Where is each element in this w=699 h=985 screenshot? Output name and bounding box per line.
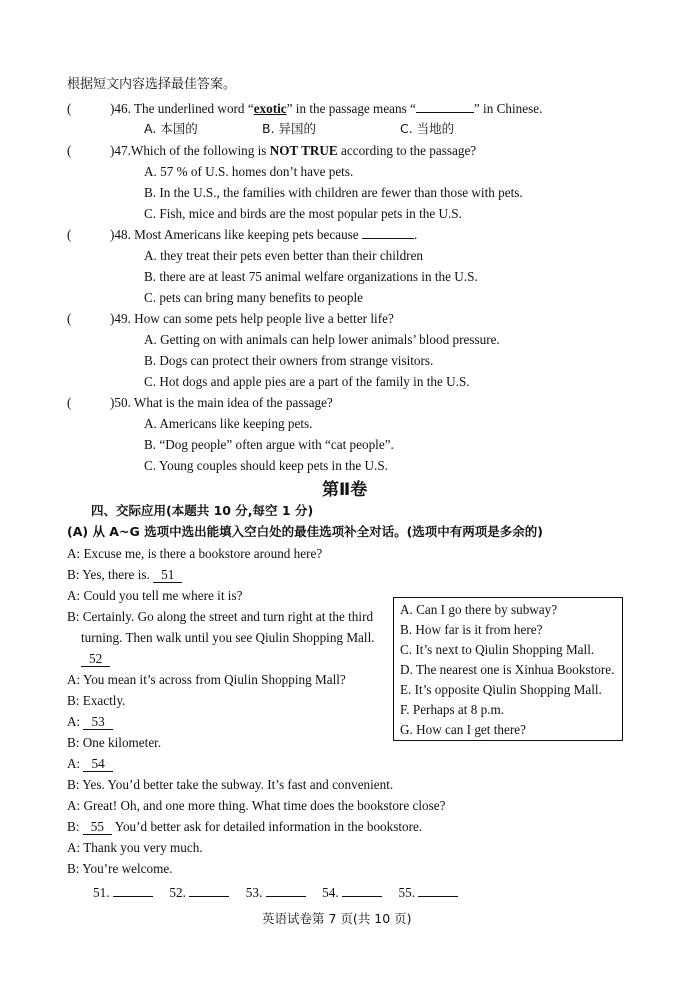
question-50: )50. What is the main idea of the passage? xyxy=(110,395,333,410)
question-50-option-b: B. “Dog people” often argue with “cat people”. xyxy=(144,437,394,452)
dialogue-line-8: B: One kilometer. xyxy=(67,735,162,750)
box-option-c: C. It’s next to Qiulin Shopping Mall. xyxy=(400,642,595,657)
answer-field-51[interactable] xyxy=(113,896,153,897)
dialogue-line-14: B: You’re welcome. xyxy=(67,861,173,876)
dialogue-line-9: A: 54 xyxy=(67,756,113,772)
question-49: )49. How can some pets help people live a better life? xyxy=(110,311,394,326)
question-46-option-c: C. 当地的 xyxy=(400,121,455,136)
blank-53[interactable]: 53 xyxy=(83,714,112,730)
dialogue-line-7: A: 53 xyxy=(67,714,113,730)
answer-paren-46[interactable]: ( xyxy=(67,101,72,116)
answer-blank-46[interactable] xyxy=(416,112,474,113)
section-title: 四、交际应用(本题共 10 分,每空 1 分) xyxy=(91,503,314,518)
underlined-word: exotic xyxy=(253,101,287,116)
options-box xyxy=(393,597,623,741)
answer-field-55[interactable] xyxy=(418,896,458,897)
answer-blank-48[interactable] xyxy=(362,238,414,239)
question-47: )47.Which of the following is NOT TRUE according to the passage? xyxy=(110,143,477,158)
instruction: 根据短文内容选择最佳答案。 xyxy=(67,77,237,92)
page-footer: 英语试卷第 7 页(共 10 页) xyxy=(262,911,412,926)
box-option-d: D. The nearest one is Xinhua Bookstore. xyxy=(400,662,615,677)
dialogue-line-4b: turning. Then walk until you see Qiulin Shopping Mall. xyxy=(81,630,375,645)
section-a-instruction: (A) 从 A~G 选项中选出能填入空白处的最佳选项补全对话。(选项中有两项是多余的) xyxy=(67,524,543,539)
question-46-option-b: B. 异国的 xyxy=(262,121,317,136)
question-46: )46. The underlined word “exotic” in the passage means “ ” in Chinese. xyxy=(110,101,543,116)
question-47-option-c: C. Fish, mice and birds are the most popular pets in the U.S. xyxy=(144,206,462,221)
question-49-option-b: B. Dogs can protect their owners from strange visitors. xyxy=(144,353,434,368)
question-50-option-c: C. Young couples should keep pets in the U.S. xyxy=(144,458,388,473)
dialogue-line-4a: B: Certainly. Go along the street and turn right at the third xyxy=(67,609,374,624)
question-47-option-b: B. In the U.S., the families with children are fewer than those with pets. xyxy=(144,185,523,200)
blank-52[interactable]: 52 xyxy=(81,651,110,667)
answer-field-53[interactable] xyxy=(266,896,306,897)
blank-54[interactable]: 54 xyxy=(83,756,112,772)
answer-paren-50[interactable]: ( xyxy=(67,395,72,410)
dialogue-line-10: B: Yes. You’d better take the subway. It’s fast and convenient. xyxy=(67,777,394,792)
box-option-e: E. It’s opposite Qiulin Shopping Mall. xyxy=(400,682,602,697)
blank-51[interactable]: 51 xyxy=(153,567,182,583)
answer-field-52[interactable] xyxy=(189,896,229,897)
question-48-option-a: A. they treat their pets even better than their children xyxy=(144,248,424,263)
answer-paren-47[interactable]: ( xyxy=(67,143,72,158)
box-option-a: A. Can I go there by subway? xyxy=(400,602,558,617)
dialogue-line-4c xyxy=(81,651,110,667)
question-48-option-b: B. there are at least 75 animal welfare organizations in the U.S. xyxy=(144,269,478,284)
box-option-f: F. Perhaps at 8 p.m. xyxy=(400,702,505,717)
question-48-option-c: C. pets can bring many benefits to people xyxy=(144,290,364,305)
dialogue-line-11: A: Great! Oh, and one more thing. What time does the bookstore close? xyxy=(67,798,446,813)
dialogue-line-1: A: Excuse me, is there a bookstore around here? xyxy=(67,546,323,561)
answer-field-54[interactable] xyxy=(342,896,382,897)
dialogue-line-13: A: Thank you very much. xyxy=(67,840,203,855)
question-50-option-a: A. Americans like keeping pets. xyxy=(144,416,313,431)
question-48: )48. Most Americans like keeping pets because . xyxy=(110,227,418,242)
answer-label-52: 52. xyxy=(169,885,186,900)
blank-55[interactable]: 55 xyxy=(83,819,112,835)
answer-paren-49[interactable]: ( xyxy=(67,311,72,326)
answer-row xyxy=(93,885,458,901)
box-option-b: B. How far is it from here? xyxy=(400,622,543,637)
part-title: 第Ⅱ卷 xyxy=(322,480,368,500)
question-46-option-a: A. 本国的 xyxy=(144,121,198,136)
answer-label-55: 55. xyxy=(398,885,415,900)
emphasis-not-true: NOT TRUE xyxy=(269,143,338,158)
dialogue-line-3: A: Could you tell me where it is? xyxy=(67,588,243,603)
question-49-option-c: C. Hot dogs and apple pies are a part of the family in the U.S. xyxy=(144,374,470,389)
question-47-option-a: A. 57 % of U.S. homes don’t have pets. xyxy=(144,164,354,179)
answer-paren-48[interactable]: ( xyxy=(67,227,72,242)
question-49-option-a: A. Getting on with animals can help lower animals’ blood pressure. xyxy=(144,332,500,347)
dialogue-line-6: B: Exactly. xyxy=(67,693,126,708)
answer-label-53: 53. xyxy=(245,885,263,900)
dialogue-line-5: A: You mean it’s across from Qiulin Shopping Mall? xyxy=(67,672,346,687)
answer-label-54: 54. xyxy=(322,885,339,900)
dialogue-line-2: B: Yes, there is. 51 xyxy=(67,567,182,583)
answer-label-51: 51. xyxy=(93,885,110,900)
dialogue-line-12: B: 55 You’d better ask for detailed information in the bookstore. xyxy=(67,819,423,834)
box-option-g: G. How can I get there? xyxy=(400,722,526,737)
